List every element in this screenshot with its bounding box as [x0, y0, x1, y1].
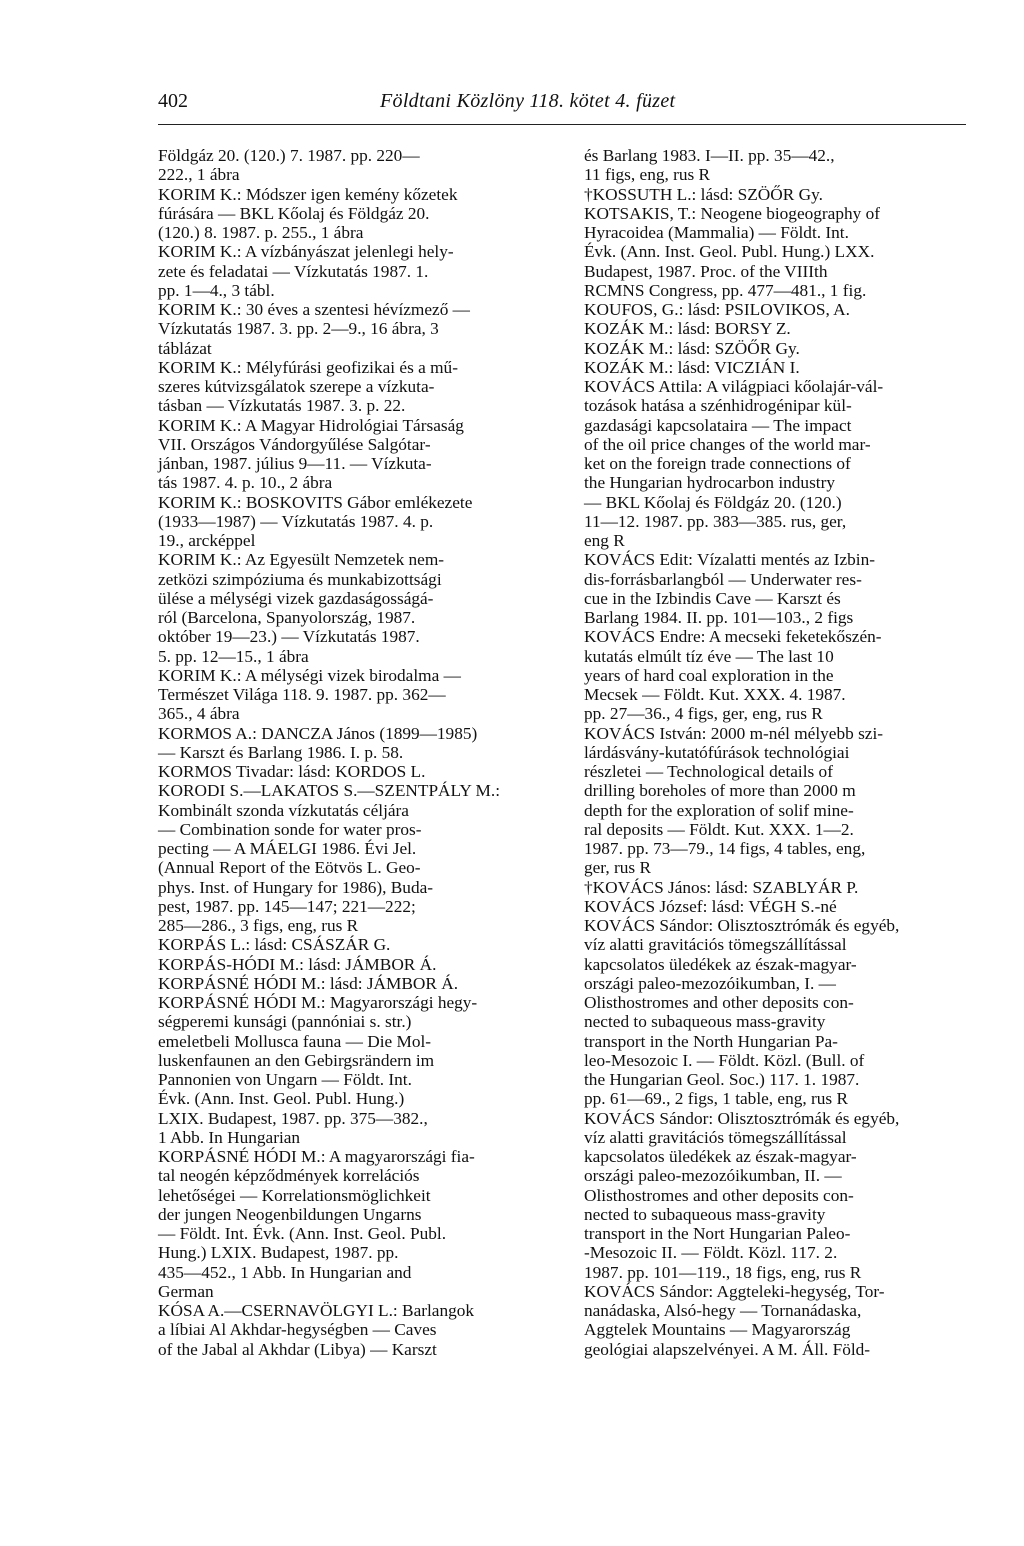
- text-line: 1 Abb. In Hungarian: [158, 1127, 301, 1147]
- text-line: kapcsolatos üledékek az észak-magyar-: [584, 954, 857, 974]
- text-line: ger, rus R: [584, 858, 651, 878]
- text-line: kapcsolatos üledékek az észak-magyar-: [584, 1147, 857, 1166]
- text-line: Mecsek — Földt. Kut. XXX. 4. 1987.: [584, 685, 846, 704]
- right-column: [584, 146, 966, 1359]
- text-line: cue in the Izbindis Cave — Karszt és: [584, 588, 841, 608]
- text-line: KORIM K.: A Magyar Hidrológiai Társaság: [158, 415, 464, 435]
- text-line: KORPÁS L.: lásd: CSÁSZÁR G.: [158, 935, 391, 955]
- text-line: KORPÁSNÉ HÓDI M.: A magyarországi fia-: [158, 1147, 475, 1166]
- text-line: KOZÁK M.: lásd: SZÖŐR Gy.: [584, 338, 800, 358]
- text-line: Vízkutatás 1987. 3. pp. 2—9., 16 ábra, 3: [158, 319, 439, 339]
- text-line: -Mesozoic II. — Földt. Közl. 117. 2.: [584, 1243, 838, 1263]
- text-line: tásban — Vízkutatás 1987. 3. p. 22.: [158, 396, 406, 416]
- text-line: Természet Világa 118. 9. 1987. pp. 362—: [158, 685, 446, 704]
- text-line: október 19—23.) — Vízkutatás 1987.: [158, 627, 420, 647]
- text-line: 365., 4 ábra: [158, 704, 240, 724]
- text-line: KOVÁCS Sándor: Olisztosztrómák és egyéb,: [584, 1108, 900, 1128]
- text-line: 1987. pp. 73—79., 14 figs, 4 tables, eng,: [584, 839, 866, 858]
- text-line: KORIM K.: Az Egyesült Nemzetek nem-: [158, 550, 445, 570]
- text-line: KORPÁSNÉ HÓDI M.: Magyarországi hegy-: [158, 993, 478, 1012]
- text-line: KORIM K.: Módszer igen kemény kőzetek: [158, 184, 458, 204]
- text-line: — Földt. Int. Évk. (Ann. Inst. Geol. Publ.: [158, 1224, 447, 1243]
- text-line: Pannonien von Ungarn — Földt. Int.: [158, 1070, 412, 1089]
- text-line: országi paleo-mezozóikumban, II. —: [584, 1166, 842, 1186]
- text-line: és Barlang 1983. I—II. pp. 35—42.,: [584, 146, 835, 165]
- text-line: depth for the exploration of solif mine-: [584, 800, 854, 820]
- page-number: 402: [158, 90, 188, 112]
- text-line: lárdásvány-kutatófúrások technológiai: [584, 742, 850, 762]
- text-line: †KOVÁCS János: lásd: SZABLYÁR P.: [584, 877, 859, 897]
- text-line: — Karszt és Barlang 1986. I. p. 58.: [158, 742, 404, 762]
- text-line: Hung.) LXIX. Budapest, 1987. pp.: [158, 1243, 399, 1263]
- text-line: KOVÁCS Edit: Vízalatti mentés az Izbin-: [584, 550, 875, 570]
- text-line: zetközi szimpóziuma és munkabizottsági: [158, 569, 442, 589]
- text-line: KORIM K.: BOSKOVITS Gábor emlékezete: [158, 492, 473, 512]
- text-line: tal neogén képződmények korrelációs: [158, 1166, 420, 1186]
- text-line: 285—286., 3 figs, eng, rus R: [158, 916, 359, 935]
- text-line: ral deposits — Földt. Kut. XXX. 1—2.: [584, 819, 854, 839]
- text-line: RCMNS Congress, pp. 477—481., 1 fig.: [584, 280, 867, 300]
- text-line: dis-forrásbarlangból — Underwater res-: [584, 569, 862, 589]
- text-line: of the oil price changes of the world mar-: [584, 434, 871, 454]
- running-title: Földtani Közlöny 118. kötet 4. füzet: [380, 90, 676, 112]
- text-line: Évk. (Ann. Inst. Geol. Publ. Hung.): [158, 1089, 405, 1109]
- text-line: years of hard coal exploration in the: [584, 665, 834, 685]
- text-line: fúrására — BKL Kőolaj és Földgáz 20.: [158, 203, 430, 223]
- text-line: KOVÁCS Attila: A világpiaci kőolajár-vál-: [584, 377, 884, 396]
- text-line: KORIM K.: 30 éves a szentesi hévízmező —: [158, 300, 470, 319]
- text-line: nected to subaqueous mass-gravity: [584, 1204, 826, 1224]
- text-line: Budapest, 1987. Proc. of the VIIIth: [584, 261, 828, 281]
- text-line: táblázat: [158, 338, 212, 358]
- text-line: eng R: [584, 531, 625, 550]
- text-line: pp. 27—36., 4 figs, ger, eng, rus R: [584, 704, 823, 724]
- text-line: gazdasági kapcsolataira — The impact: [584, 415, 852, 435]
- text-line: German: [158, 1281, 214, 1301]
- page-header: [158, 90, 966, 120]
- text-line: víz alatti gravitációs tömegszállítással: [584, 935, 847, 955]
- header-rule: [158, 124, 966, 125]
- text-line: KORMOS Tivadar: lásd: KORDOS L.: [158, 762, 426, 781]
- text-line: KOTSAKIS, T.: Neogene biogeography of: [584, 203, 880, 223]
- text-line: KOVÁCS Sándor: Olisztosztrómák és egyéb,: [584, 916, 900, 935]
- text-line: 11—12. 1987. pp. 383—385. rus, ger,: [584, 511, 847, 531]
- text-line: KORPÁSNÉ HÓDI M.: lásd: JÁMBOR Á.: [158, 973, 459, 993]
- text-line: Hyracoidea (Mammalia) — Földt. Int.: [584, 223, 849, 242]
- text-line: (120.) 8. 1987. p. 255., 1 ábra: [158, 223, 364, 242]
- text-line: KORODI S.—LAKATOS S.—SZENTPÁLY M.:: [158, 781, 501, 801]
- text-line: pp. 1—4., 3 tábl.: [158, 280, 275, 300]
- text-line: — BKL Kőolaj és Földgáz 20. (120.): [584, 492, 842, 512]
- text-line: geológiai alapszelvényei. A M. Áll. Föld-: [584, 1339, 871, 1359]
- text-line: zete és feladatai — Vízkutatás 1987. 1.: [158, 261, 429, 281]
- text-line: KOVÁCS József: lásd: VÉGH S.-né: [584, 896, 837, 916]
- text-line: pecting — A MÁELGI 1986. Évi Jel.: [158, 839, 417, 858]
- text-line: tás 1987. 4. p. 10., 2 ábra: [158, 473, 333, 493]
- text-line: 11 figs, eng, rus R: [584, 165, 711, 185]
- text-line: pest, 1987. pp. 145—147; 221—222;: [158, 896, 416, 916]
- text-line: tozások hatása a szénhidrogénipar kül-: [584, 396, 852, 416]
- text-line: the Hungarian Geol. Soc.) 117. 1. 1987.: [584, 1070, 860, 1089]
- text-line: leo-Mesozoic I. — Földt. Közl. (Bull. of: [584, 1050, 865, 1070]
- text-line: luskenfaunen an den Gebirgsrändern im: [158, 1050, 435, 1070]
- text-line: (1933—1987) — Vízkutatás 1987. 4. p.: [158, 511, 434, 531]
- text-line: KOVÁCS Sándor: Aggteleki-hegység, Tor-: [584, 1281, 885, 1301]
- text-line: KORMOS A.: DANCZA János (1899—1985): [158, 723, 478, 743]
- text-line: víz alatti gravitációs tömegszállítással: [584, 1127, 847, 1147]
- text-line: Aggtelek Mountains — Magyarország: [584, 1320, 851, 1340]
- text-line: országi paleo-mezozóikumban, I. —: [584, 973, 836, 993]
- text-line: — Combination sonde for water pros-: [158, 819, 422, 839]
- text-line: transport in the Nort Hungarian Paleo-: [584, 1224, 851, 1243]
- text-line: LXIX. Budapest, 1987. pp. 375—382.,: [158, 1108, 428, 1128]
- text-line: KOVÁCS Endre: A mecseki feketekőszén-: [584, 627, 882, 647]
- text-line: Kombinált szonda vízkutatás céljára: [158, 800, 409, 820]
- text-line: 5. pp. 12—15., 1 ábra: [158, 646, 309, 666]
- left-column: [158, 146, 542, 1359]
- text-line: Olisthostromes and other deposits con-: [584, 1185, 854, 1205]
- text-line: of the Jabal al Akhdar (Libya) — Karszt: [158, 1339, 437, 1359]
- text-line: KORIM K.: A mélységi vizek birodalma —: [158, 665, 461, 685]
- text-line: Földgáz 20. (120.) 7. 1987. pp. 220—: [158, 146, 420, 165]
- text-line: pp. 61—69., 2 figs, 1 table, eng, rus R: [584, 1089, 848, 1109]
- text-line: szeres kútvizsgálatok szerepe a vízkuta-: [158, 377, 435, 396]
- text-line: KOVÁCS István: 2000 m-nél mélyebb szi-: [584, 723, 884, 743]
- text-line: kutatás elmúlt tíz éve — The last 10: [584, 646, 834, 666]
- text-line: KÓSA A.—CSERNAVÖLGYI L.: Barlangok: [158, 1301, 475, 1320]
- text-line: emeletbeli Mollusca fauna — Die Mol-: [158, 1031, 432, 1051]
- text-line: nected to subaqueous mass-gravity: [584, 1012, 826, 1032]
- text-line: transport in the North Hungarian Pa-: [584, 1031, 838, 1051]
- text-line: 1987. pp. 101—119., 18 figs, eng, rus R: [584, 1262, 862, 1282]
- text-line: ülése a mélységi vizek gazdaságosságá-: [158, 588, 434, 608]
- text-line: Barlang 1984. II. pp. 101—103., 2 figs: [584, 608, 854, 627]
- text-line: KORPÁS-HÓDI M.: lásd: JÁMBOR Á.: [158, 954, 437, 974]
- text-line: phys. Inst. of Hungary for 1986), Buda-: [158, 877, 434, 897]
- text-line: †KOSSUTH L.: lásd: SZÖŐR Gy.: [584, 184, 823, 204]
- text-line: ket on the foreign trade connections of: [584, 454, 851, 473]
- text-line: Olisthostromes and other deposits con-: [584, 993, 854, 1012]
- text-line: ségperemi kunsági (pannóniai s. str.): [158, 1012, 412, 1032]
- text-line: KOZÁK M.: lásd: BORSY Z.: [584, 319, 791, 339]
- text-line: lehetőségei — Korrelationsmöglichkeit: [158, 1185, 431, 1205]
- text-line: KORIM K.: Mélyfúrási geofizikai és a mű-: [158, 357, 458, 377]
- text-line: drilling boreholes of more than 2000 m: [584, 781, 856, 801]
- text-line: KOZÁK M.: lásd: VICZIÁN I.: [584, 357, 800, 377]
- text-line: Évk. (Ann. Inst. Geol. Publ. Hung.) LXX.: [584, 242, 875, 262]
- text-line: (Annual Report of the Eötvös L. Geo-: [158, 858, 421, 878]
- text-line: KORIM K.: A vízbányászat jelenlegi hely-: [158, 242, 454, 262]
- text-line: jánban, 1987. július 9—11. — Vízkuta-: [158, 454, 432, 473]
- text-line: a líbiai Al Akhdar-hegységben — Caves: [158, 1320, 437, 1340]
- text-line: der jungen Neogenbildungen Ungarns: [158, 1204, 422, 1224]
- text-line: részletei — Technological details of: [584, 762, 833, 781]
- text-line: 435—452., 1 Abb. In Hungarian and: [158, 1262, 412, 1282]
- text-line: VII. Országos Vándorgyűlése Salgótar-: [158, 434, 431, 454]
- text-line: 19., arcképpel: [158, 531, 256, 550]
- text-line: 222., 1 ábra: [158, 165, 240, 185]
- text-line: KOUFOS, G.: lásd: PSILOVIKOS, A.: [584, 300, 850, 319]
- text-line: ról (Barcelona, Spanyolország, 1987.: [158, 608, 416, 627]
- text-line: the Hungarian hydrocarbon industry: [584, 473, 835, 493]
- text-line: nanádaska, Alsó-hegy — Tornanádaska,: [584, 1301, 862, 1320]
